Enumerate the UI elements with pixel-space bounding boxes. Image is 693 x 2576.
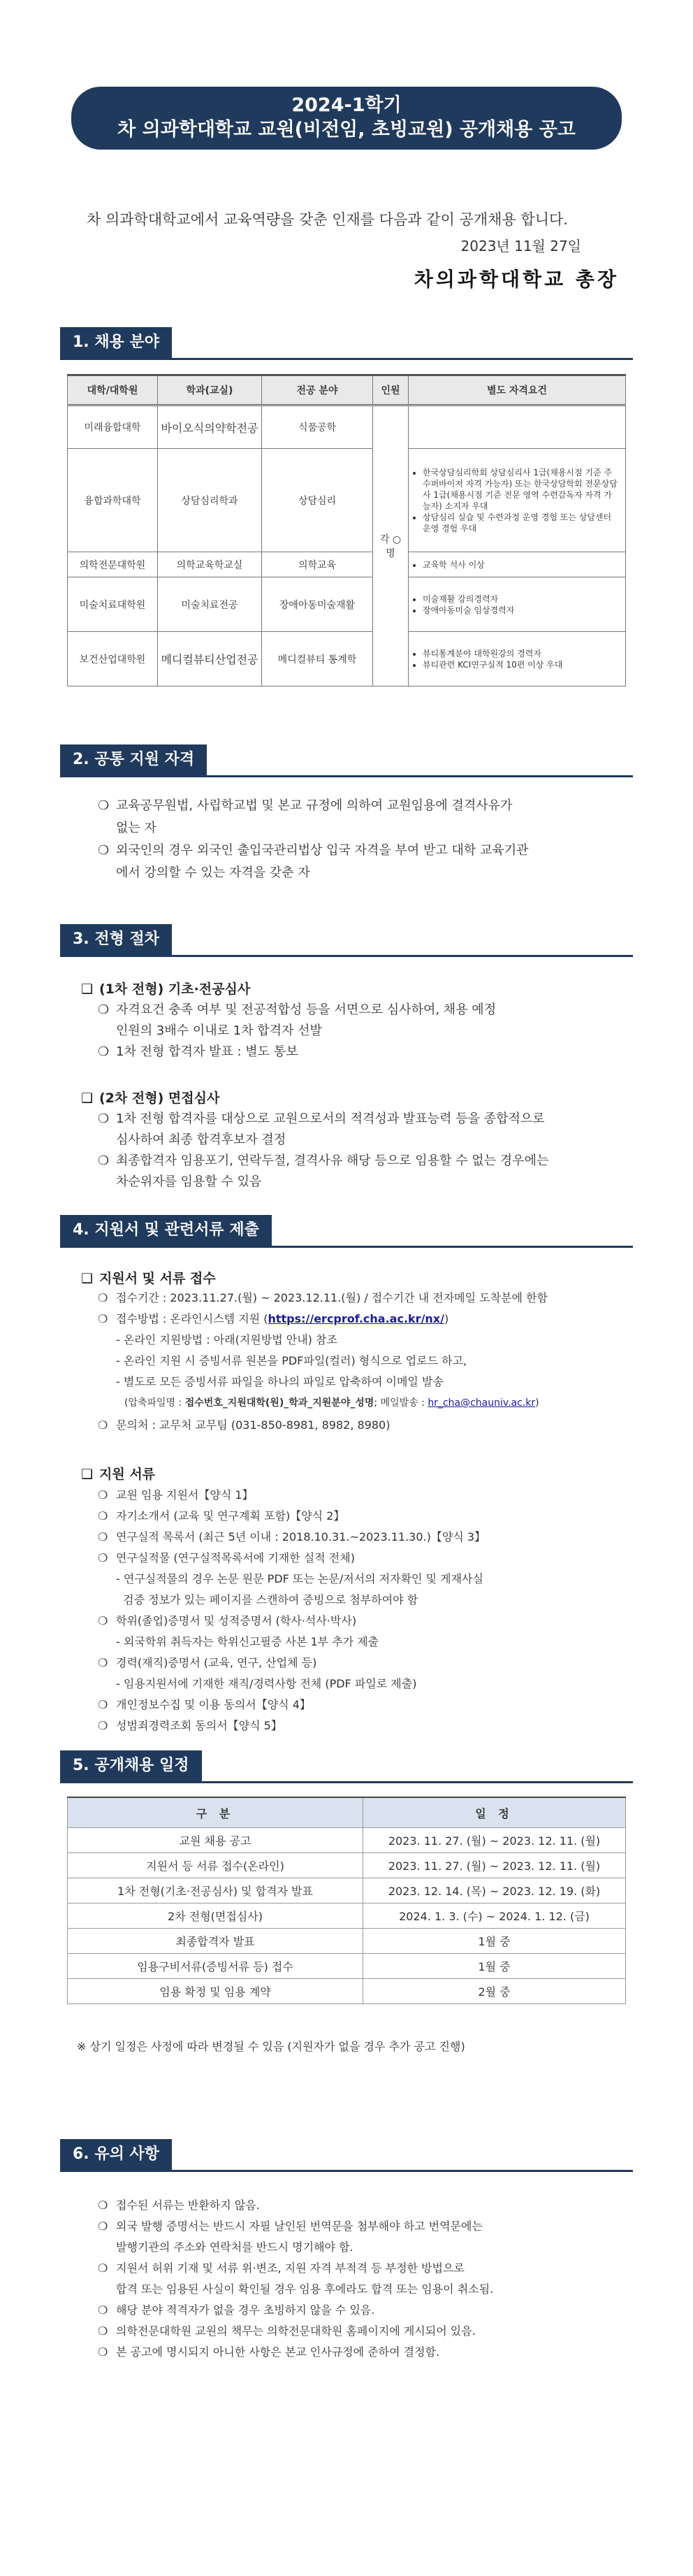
field-major: 의학교육 [262,552,373,577]
table-row: 2차 전형(면접심사) 2024. 1. 3. (수) ~ 2024. 1. 12. (금) [68,1904,626,1929]
title-line2: 차 의과학대학교 교원(비전임, 초빙교원) 공개채용 공고 [117,119,576,141]
intro-text: 차 의과학대학교에서 교육역량을 갖춘 인재를 다음과 같이 공개채용 합니다. [87,211,568,228]
apply-contact: ❍ 문의처 : 교무처 교무팀 (031-850-8981, 8982, 8980) [98,1415,390,1436]
doc-sub: - 연구실적물의 경우 논문 원문 PDF 또는 논문/저서의 저자확인 및 게재사실 [116,1572,483,1585]
circle-bullet-icon: ❍ [98,2199,108,2212]
apply-title: ❑ 지원서 및 서류 접수 [81,1271,216,1286]
circle-bullet-icon: ❍ [98,1698,108,1711]
section-title-6: 6. 유의 사항 [60,2139,172,2170]
notice-item: ❍ 본 공고에 명시되지 아니한 사항은 본교 인사규정에 준하여 결정함. [98,2342,439,2363]
doc-sub: - 임용지원서에 기재한 재직/경력사항 전체 (PDF 파일로 제출) [116,1677,417,1690]
requirement-item: • 장애아동미술 임상경력자 [423,605,620,616]
notice-date: 2023년 11월 27일 [460,238,581,254]
process-continued: 차순위자를 임용할 수 있음 [116,1174,262,1189]
section-header-6 [60,2139,633,2172]
circle-bullet-icon: ❍ [98,1002,110,1017]
field-table [67,374,626,686]
table-row: 임용 확정 및 임용 계약 2월 중 [68,1979,626,2004]
field-dept: 의학교육학교실 [158,552,262,577]
docs-title: ❑ 지원 서류 [81,1467,156,1482]
apply-file-name: (압축파일명 : 접수번호_지원대학(원)_학과_지원분야_성명; 메일발송 : hr_cha@chauniv.ac.kr) [124,1397,539,1409]
table-row: 지원서 등 서류 접수(온라인) 2023. 11. 27. (월) ~ 2023. 12. 11. (월) [68,1853,626,1878]
circle-bullet-icon: ❍ [98,1551,108,1564]
circle-bullet-icon: ❍ [98,843,110,858]
qualification-item: ❍ 외국인의 경우 외국인 출입국관리법상 입국 자격을 부여 받고 대학 교육기관 [98,840,529,861]
field-requirement [409,632,626,686]
circle-bullet-icon: ❍ [98,1153,110,1168]
field-dept: 바이오식의약학전공 [158,405,262,449]
field-table-header: 인원 [373,375,409,405]
process-continued: 심사하여 최종 합격후보자 결정 [116,1132,286,1147]
field-college: 미술치료대학원 [68,577,158,632]
field-requirement [409,552,626,577]
notice-item: ❍ 해당 분야 적격자가 없을 경우 초빙하지 않을 수 있음. [98,2300,374,2321]
requirement-item: • 뷰티관련 KCI연구실적 10편 이상 우대 [423,659,620,670]
schedule-note: ※ 상기 일정은 사정에 따라 변경될 수 있음 (지원자가 없을 경우 추가 공고 진행) [77,2040,465,2053]
notice-item: ❍ 의학전문대학원 교원의 책무는 의학전문대학원 홈페이지에 게시되어 있음. [98,2321,476,2342]
doc-sub: 검증 정보가 있는 페이지를 스캔하여 증빙으로 첨부하여야 함 [116,1593,418,1606]
field-requirement [409,449,626,552]
schedule-header: 일 정 [363,1797,626,1828]
circle-bullet-icon: ❍ [98,1488,108,1502]
circle-bullet-icon: ❍ [98,1111,110,1126]
section-title-4: 4. 지원서 및 관련서류 제출 [60,1215,272,1246]
square-bullet-icon: ❑ [81,1091,94,1106]
circle-bullet-icon: ❍ [98,798,110,813]
schedule-table [67,1797,626,2004]
circle-bullet-icon: ❍ [98,1719,108,1732]
circle-bullet-icon: ❍ [98,1044,110,1059]
process-item: ❍ 1차 전형 합격자 발표 : 별도 통보 [98,1042,298,1063]
circle-bullet-icon: ❍ [98,2303,108,2317]
doc-item: ❍ 연구실적 목록서 (최근 5년 이내 : 2018.10.31.~2023.11.30.)【양식 3】 [98,1527,486,1548]
doc-item: ❍ 자기소개서 (교육 및 연구계획 포함)【양식 2】 [98,1506,344,1527]
field-requirement [409,577,626,632]
process-item: ❍ 자격요건 충족 여부 및 전공적합성 등을 서면으로 심사하여, 채용 예정 [98,1000,496,1021]
field-major: 상담심리 [262,449,373,552]
section-header-5 [60,1750,633,1783]
field-table-header: 별도 자격요건 [409,375,626,405]
table-row: 임용구비서류(증빙서류 등) 접수 1월 중 [68,1954,626,1979]
circle-bullet-icon: ❍ [98,1291,108,1304]
field-dept: 미술치료전공 [158,577,262,632]
requirement-item: • 한국상담심리학회 상담심리사 1급(채용시점 기준 주 수퍼바이저 자격 가능자) 또는 한국상담학회 전문상담사 1급(채용시점 기준 전문 영역 수련감독자 자격 가능자) 소지자 우대 [423,467,620,512]
square-bullet-icon: ❑ [81,981,94,997]
field-major: 장애아동미술재활 [262,577,373,632]
qualification-continued: 없는 자 [116,821,156,835]
field-dept: 상담심리학과 [158,449,262,552]
notice-item: ❍ 지원서 허위 기재 및 서류 위·변조, 지원 자격 부적격 등 부정한 방법으로 [98,2258,465,2279]
section-title-2: 2. 공통 지원 자격 [60,744,207,775]
circle-bullet-icon: ❍ [98,1614,108,1627]
circle-bullet-icon: ❍ [98,1656,108,1669]
requirement-item: • 뷰티통계분야 대학원강의 경력자 [423,648,620,659]
square-bullet-icon: ❑ [81,1271,94,1286]
circle-bullet-icon: ❍ [98,1312,108,1325]
table-row: 교원 채용 공고 2023. 11. 27. (월) ~ 2023. 12. 11. (월) [68,1828,626,1853]
requirement-item: • 상담심리 실습 및 수련과정 운영 경험 또는 상담센터 운영 경험 우대 [423,512,620,534]
field-requirement-empty [409,405,626,449]
circle-bullet-icon: ❍ [98,1509,108,1523]
apply-method-sub: - 온라인 지원방법 : 아래(지원방법 안내) 참조 [116,1333,337,1346]
requirement-item: • 미술재활 강의경력자 [423,593,620,605]
field-college: 의학전문대학원 [68,552,158,577]
field-college: 보건산업대학원 [68,632,158,686]
section-title-1: 1. 채용 분야 [60,327,172,358]
apply-method: ❍ 접수방법 : 온라인시스템 지원 (https://ercprof.cha.ac.kr/nx/) [98,1309,448,1330]
circle-bullet-icon: ❍ [98,1530,108,1544]
square-bullet-icon: ❑ [81,1467,94,1482]
title-banner [71,87,622,150]
hr-email-link[interactable]: hr_cha@chauniv.ac.kr [428,1397,536,1409]
process-continued: 인원의 3배수 이내로 1차 합격자 선발 [116,1023,322,1038]
qualification-item: ❍ 교육공무원법, 사립학교법 및 본교 규정에 의하여 교원임용에 결격사유가 [98,796,512,816]
table-row: 최종합격자 발표 1월 중 [68,1929,626,1954]
section-title-5: 5. 공개채용 일정 [60,1750,202,1781]
circle-bullet-icon: ❍ [98,2345,108,2359]
field-college: 미래융합대학 [68,405,158,449]
doc-item: ❍ 학위(졸업)증명서 및 성적증명서 (학사·석사·박사) [98,1611,356,1632]
notice-continued: 합격 또는 임용된 사실이 확인될 경우 임용 후에라도 합격 또는 임용이 취소됨. [116,2282,494,2296]
apply-method-sub: - 별도로 모든 증빙서류 파일을 하나의 파일로 압축하여 이메일 발송 [116,1375,444,1388]
notice-item: ❍ 접수된 서류는 반환하지 않음. [98,2195,260,2216]
field-count: 각 ○명 [373,405,409,686]
president-signature: 차의과학대학교 총장 [414,268,619,291]
field-table-header: 학과(교실) [158,375,262,405]
title-line1: 2024-1학기 [291,94,402,116]
field-dept: 메디컬뷰티산업전공 [158,632,262,686]
process-second-title: ❑ (2차 전형) 면접심사 [81,1091,220,1106]
apply-method-sub: - 온라인 지원 시 증빙서류 원본을 PDF파일(컬러) 형식으로 업로드 하고, [116,1354,467,1367]
doc-item: ❍ 성범죄경력조회 동의서【양식 5】 [98,1715,282,1736]
circle-bullet-icon: ❍ [98,2261,108,2275]
process-item: ❍ 1차 전형 합격자를 대상으로 교원으로서의 적격성과 발표능력 등을 종합적으로 [98,1109,545,1130]
process-item: ❍ 최종합격자 임용포기, 연락두절, 결격사유 해당 등으로 임용할 수 없는 경우에는 [98,1151,548,1172]
notice-item: ❍ 외국 발행 증명서는 반드시 자필 날인된 번역문을 첨부해야 하고 번역문에는 [98,2216,483,2237]
field-table-header: 전공 분야 [262,375,373,405]
section-header-1 [60,327,633,360]
field-college: 융합과학대학 [68,449,158,552]
section-header-3 [60,924,633,957]
apply-period: ❍ 접수기간 : 2023.11.27.(월) ~ 2023.12.11.(월) / 접수기간 내 전자메일 도착분에 한함 [98,1288,548,1309]
doc-item: ❍ 교원 임용 지원서【양식 1】 [98,1485,254,1506]
field-table-header: 대학/대학원 [68,375,158,405]
section-title-3: 3. 전형 절차 [60,924,172,955]
section-header-4 [60,1215,633,1248]
field-major: 메디컬뷰티 통계학 [262,632,373,686]
circle-bullet-icon: ❍ [98,2324,108,2338]
doc-item: ❍ 개인정보수집 및 이용 동의서【양식 4】 [98,1694,311,1715]
table-row: 1차 전형(기초·전공심사) 및 합격자 발표 2023. 12. 14. (목) ~ 2023. 12. 19. (화) [68,1878,626,1904]
requirement-item: • 교육학 석사 이상 [423,559,620,570]
field-major: 식품공학 [262,405,373,449]
circle-bullet-icon: ❍ [98,2219,108,2233]
notice-continued: 발행기관의 주소와 연락처를 반드시 명기해야 함. [116,2240,353,2254]
doc-item: ❍ 연구실적물 (연구실적목록서에 기재한 실적 전체) [98,1548,355,1569]
qualification-continued: 에서 강의할 수 있는 자격을 갖춘 자 [116,865,310,880]
apply-system-link[interactable]: https://ercprof.cha.ac.kr/nx/ [268,1312,444,1325]
section-header-2 [60,744,633,777]
circle-bullet-icon: ❍ [98,1418,108,1432]
doc-item: ❍ 경력(재직)증명서 (교육, 연구, 산업체 등) [98,1653,316,1674]
doc-sub: - 외국학위 취득자는 학위신고필증 사본 1부 추가 제출 [116,1635,379,1648]
process-first-title: ❑ (1차 전형) 기초·전공심사 [81,981,251,997]
schedule-header: 구 분 [68,1797,363,1828]
